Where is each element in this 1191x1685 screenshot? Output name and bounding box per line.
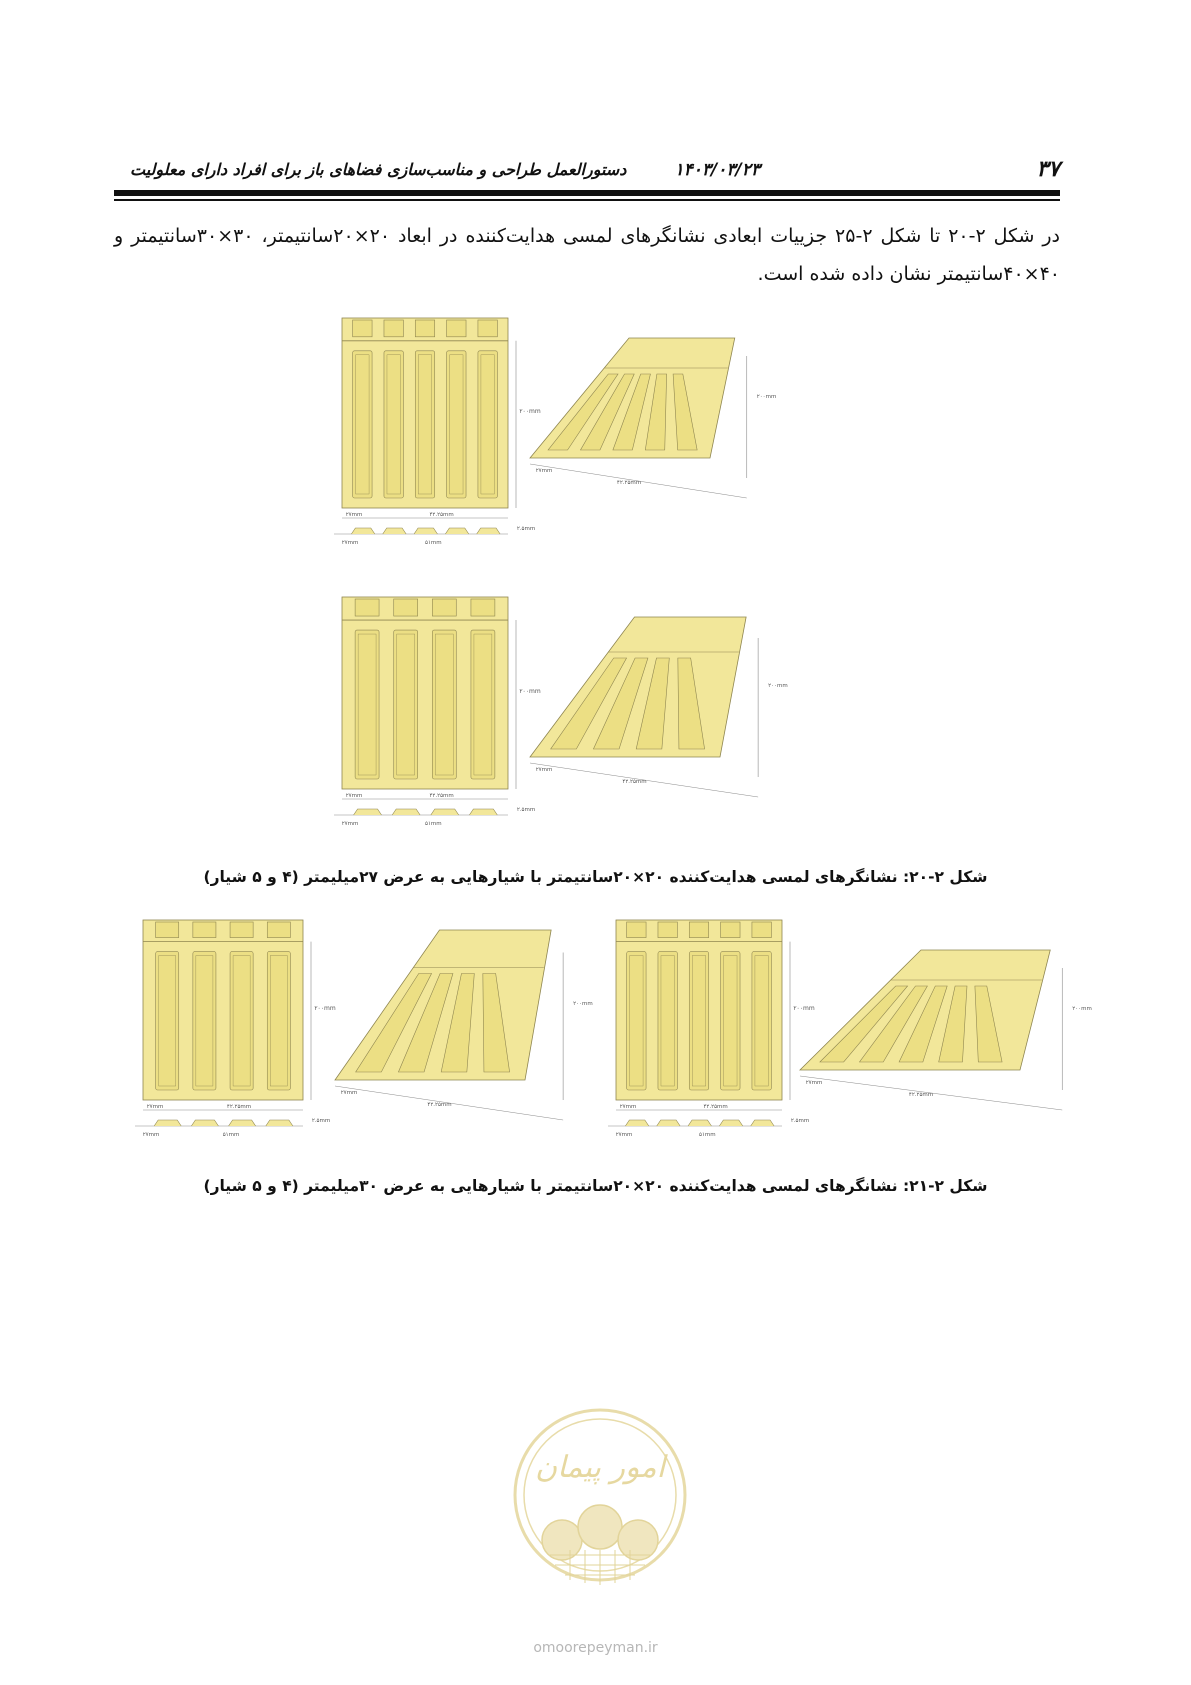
profile-rib [154,1120,181,1126]
figure-2-21-right [590,920,1092,1160]
dimension-label: ۲۰۰mm [314,1005,336,1012]
profile-rib [351,528,374,534]
page-number: ۳۷ [1036,157,1060,182]
dimension-label: ۲۷mm [535,468,553,474]
dimension-label: ۴۲.۲۵mm [703,1104,728,1110]
profile-rib [392,809,420,815]
groove [432,630,456,779]
groove-top [721,922,740,938]
groove-top [689,922,708,938]
dimension-label: ۲۰۰mm [519,688,541,695]
dimension-label: ۲۷mm [615,1132,633,1138]
groove [267,952,290,1090]
watermark-logo-text: امور پیمان [535,1450,665,1485]
profile-rib [657,1120,680,1126]
groove-top [193,922,216,938]
dimension-label: ۲۷mm [142,1132,160,1138]
dimension-label: ۲۷mm [146,1104,164,1110]
dimension-label: ۵۱mm [424,821,442,827]
figure-2-21-caption: شکل ۲-۲۱: نشانگرهای لمسی هدایت‌کننده ۲۰×۲۰سانتیمتر با شیارهایی به عرض ۳۰میلیمتر (۴ و ۵ شیار) [203,1177,988,1195]
profile-rib [719,1120,742,1126]
dimension-label: ۲.۵mm [311,1118,331,1124]
dimension-label: ۲۷mm [345,793,363,799]
figure-2-21-left [115,920,595,1160]
dimension-label: ۴۲.۲۵mm [616,480,642,486]
dimension-label: ۲۰۰mm [519,408,541,415]
dimension-label: ۴۲.۲۵mm [226,1104,252,1110]
groove-top [230,922,253,938]
figure-2-20-bottom [320,597,820,847]
groove-top [355,599,379,616]
profile-rib [414,528,437,534]
dimension-label: ۲۰۰mm [573,1001,593,1007]
profile-rib [445,528,468,534]
profile-rib [625,1120,648,1126]
groove-top [432,599,456,616]
dimension-label: ۲.۵mm [790,1118,810,1124]
intro-paragraph: در شکل ۲-۲۰ تا شکل ۲-۲۵ جزییات ابعادی نشانگرهای لمسی هدایت‌کننده در ابعاد ۲۰×۲۰سانتیمتر، ۳۰×۳۰سانتیمتر و ۴۰×۴۰سانتیمتر نشان داده شده است. [114,225,1061,285]
groove [471,630,495,779]
profile-rib [469,809,497,815]
profile-rib [751,1120,774,1126]
header-title: دستورالعمل طراحی و مناسب‌سازی فضاهای باز برای افراد دارای معلولیت [130,160,627,179]
header-rule-thick [114,190,1060,196]
figure-2-20-top [320,318,820,558]
dimension-label: ۴۲.۲۵mm [429,512,454,518]
dimension-label: ۲.۵mm [516,807,536,813]
profile-rib [477,528,500,534]
dimension-label: ۲۷mm [805,1080,823,1086]
figure-2-20-caption: شکل ۲-۲۰: نشانگرهای لمسی هدایت‌کننده ۲۰×۲۰سانتیمتر با شیارهایی به عرض ۲۷میلیمتر (۴ و ۵ شیار) [203,868,988,886]
groove-top [658,922,677,938]
profile-rib [688,1120,711,1126]
groove [193,952,216,1090]
dimension-label: ۲۰۰mm [768,683,788,689]
groove [156,952,179,1090]
profile-rib [191,1120,218,1126]
dimension-label: ۴۲.۲۵mm [622,779,647,785]
profile-rib [229,1120,256,1126]
page-header [130,157,1060,187]
profile-rib [266,1120,293,1126]
watermark-logo [510,1405,690,1605]
profile-rib [383,528,406,534]
dimension-label: ۲۷mm [341,540,359,546]
groove-top [471,599,495,616]
header-date: ۱۴۰۳/۰۳/۲۳ [674,160,760,180]
groove-top [267,922,290,938]
groove-top [394,599,418,616]
dimension-label: ۲۷mm [619,1104,637,1110]
groove-top [627,922,646,938]
dimension-label: ۴۲.۲۵mm [429,793,454,799]
header-rule-thin [114,199,1060,201]
dimension-label: ۲۷mm [341,821,359,827]
dimension-label: ۴۲.۲۵mm [427,1102,452,1108]
dimension-label: ۲۰۰mm [1072,1006,1092,1012]
dimension-label: ۲۰۰mm [793,1005,815,1012]
dimension-label: ۲۰۰mm [756,394,777,400]
groove-top [384,320,403,337]
dimension-label: ۵۱mm [698,1132,716,1138]
groove [355,630,379,779]
dimension-label: ۴۲.۲۵mm [908,1092,934,1098]
dimension-label: ۲۷mm [340,1090,358,1096]
watermark-url: omoorepeyman.ir [533,1640,658,1656]
profile-rib [431,809,459,815]
groove-top [478,320,497,337]
dimension-label: ۲۷mm [535,767,553,773]
groove-top [353,320,372,337]
dimension-label: ۲.۵mm [516,526,536,532]
dimension-label: ۲۷mm [345,512,363,518]
dimension-label: ۵۱mm [222,1132,240,1138]
dimension-label: ۵۱mm [424,540,442,546]
groove-top [415,320,434,337]
groove-top [447,320,466,337]
groove-top [156,922,179,938]
profile-rib [354,809,382,815]
groove-top [752,922,771,938]
groove [394,630,418,779]
groove [230,952,253,1090]
